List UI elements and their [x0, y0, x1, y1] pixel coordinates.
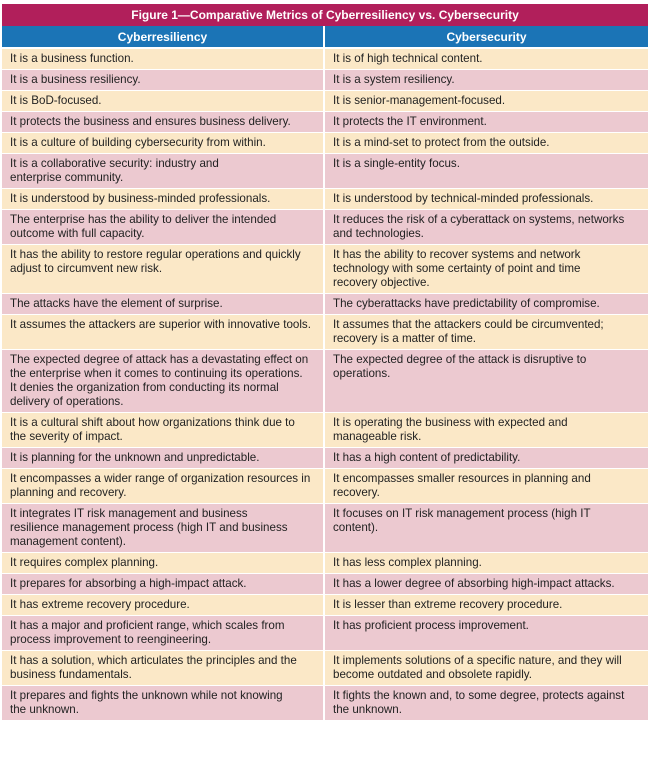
cybersecurity-cell: It has a high content of predictability. [325, 448, 648, 469]
cyberresiliency-cell: It has a major and proficient range, which scales from process improvement to reengineering. [2, 616, 325, 651]
cybersecurity-cell: It fights the known and, to some degree, protects against the unknown. [325, 686, 648, 721]
cybersecurity-cell: It is understood by technical-minded professionals. [325, 189, 648, 210]
table-row [2, 651, 648, 686]
table-row [2, 154, 648, 189]
cybersecurity-cell: It is a single-entity focus. [325, 154, 648, 189]
table-row [2, 189, 648, 210]
cybersecurity-cell: It has less complex planning. [325, 553, 648, 574]
cyberresiliency-cell: It is planning for the unknown and unpredictable. [2, 448, 325, 469]
cybersecurity-cell: It reduces the risk of a cyberattack on systems, networks and technologies. [325, 210, 648, 245]
cyberresiliency-cell: It is a business resiliency. [2, 70, 325, 91]
cybersecurity-cell: It is of high technical content. [325, 49, 648, 70]
table-row [2, 469, 648, 504]
cyberresiliency-cell: It is a collaborative security: industry and enterprise community. [2, 154, 325, 189]
cybersecurity-cell: It encompasses smaller resources in planning and recovery. [325, 469, 648, 504]
cybersecurity-cell: The expected degree of the attack is disruptive to operations. [325, 350, 648, 413]
cyberresiliency-cell: It prepares and fights the unknown while not knowing the unknown. [2, 686, 325, 721]
cybersecurity-cell: It is a system resiliency. [325, 70, 648, 91]
cybersecurity-cell: It has a lower degree of absorbing high-impact attacks. [325, 574, 648, 595]
cyberresiliency-cell: It is a business function. [2, 49, 325, 70]
cybersecurity-cell: It is operating the business with expected and manageable risk. [325, 413, 648, 448]
table-row [2, 616, 648, 651]
cyberresiliency-cell: It prepares for absorbing a high-impact attack. [2, 574, 325, 595]
cybersecurity-cell: It implements solutions of a specific nature, and they will become outdated and obsolete rapidly. [325, 651, 648, 686]
table-row [2, 133, 648, 154]
cyberresiliency-cell: It is BoD-focused. [2, 91, 325, 112]
table-row [2, 504, 648, 553]
cyberresiliency-cell: The expected degree of attack has a devastating effect on the enterprise when it comes to continuing its operations. It denies the organization from conducting its normal delivery of operations. [2, 350, 325, 413]
table-row [2, 574, 648, 595]
cybersecurity-cell: It is lesser than extreme recovery procedure. [325, 595, 648, 616]
table-row [2, 49, 648, 70]
cybersecurity-cell: It is a mind-set to protect from the outside. [325, 133, 648, 154]
table-row [2, 70, 648, 91]
comparison-table [2, 26, 648, 721]
cybersecurity-cell: It is senior-management-focused. [325, 91, 648, 112]
table-row [2, 315, 648, 350]
cyberresiliency-cell: The attacks have the element of surprise. [2, 294, 325, 315]
table-row [2, 595, 648, 616]
cybersecurity-cell: It protects the IT environment. [325, 112, 648, 133]
table-row [2, 112, 648, 133]
comparison-figure [2, 4, 648, 721]
table-row [2, 294, 648, 315]
table-row [2, 686, 648, 721]
table-row [2, 91, 648, 112]
cyberresiliency-cell: It integrates IT risk management and business resilience management process (high IT and business management content). [2, 504, 325, 553]
cyberresiliency-cell: It is understood by business-minded professionals. [2, 189, 325, 210]
figure-title: Figure 1—Comparative Metrics of Cyberresiliency vs. Cybersecurity [2, 4, 648, 26]
cyberresiliency-cell: It is a culture of building cybersecurity from within. [2, 133, 325, 154]
table-row [2, 448, 648, 469]
cybersecurity-cell: It assumes that the attackers could be circumvented; recovery is a matter of time. [325, 315, 648, 350]
table-row [2, 350, 648, 413]
cybersecurity-cell: It has the ability to recover systems and network technology with some certainty of point and time recovery objective. [325, 245, 648, 294]
table-row [2, 245, 648, 294]
cyberresiliency-cell: It has a solution, which articulates the principles and the business fundamentals. [2, 651, 325, 686]
column-header-cybersecurity: Cybersecurity [325, 26, 648, 49]
cybersecurity-cell: It has proficient process improvement. [325, 616, 648, 651]
table-row [2, 553, 648, 574]
table-row [2, 413, 648, 448]
table-row [2, 210, 648, 245]
cyberresiliency-cell: It has the ability to restore regular operations and quickly adjust to circumvent new risk. [2, 245, 325, 294]
cyberresiliency-cell: It requires complex planning. [2, 553, 325, 574]
cybersecurity-cell: It focuses on IT risk management process (high IT content). [325, 504, 648, 553]
header-row [2, 26, 648, 49]
cyberresiliency-cell: It assumes the attackers are superior with innovative tools. [2, 315, 325, 350]
cyberresiliency-cell: The enterprise has the ability to deliver the intended outcome with full capacity. [2, 210, 325, 245]
cybersecurity-cell: The cyberattacks have predictability of compromise. [325, 294, 648, 315]
column-header-cyberresiliency: Cyberresiliency [2, 26, 325, 49]
cyberresiliency-cell: It is a cultural shift about how organizations think due to the severity of impact. [2, 413, 325, 448]
cyberresiliency-cell: It encompasses a wider range of organization resources in planning and recovery. [2, 469, 325, 504]
cyberresiliency-cell: It has extreme recovery procedure. [2, 595, 325, 616]
cyberresiliency-cell: It protects the business and ensures business delivery. [2, 112, 325, 133]
table-body [2, 49, 648, 721]
